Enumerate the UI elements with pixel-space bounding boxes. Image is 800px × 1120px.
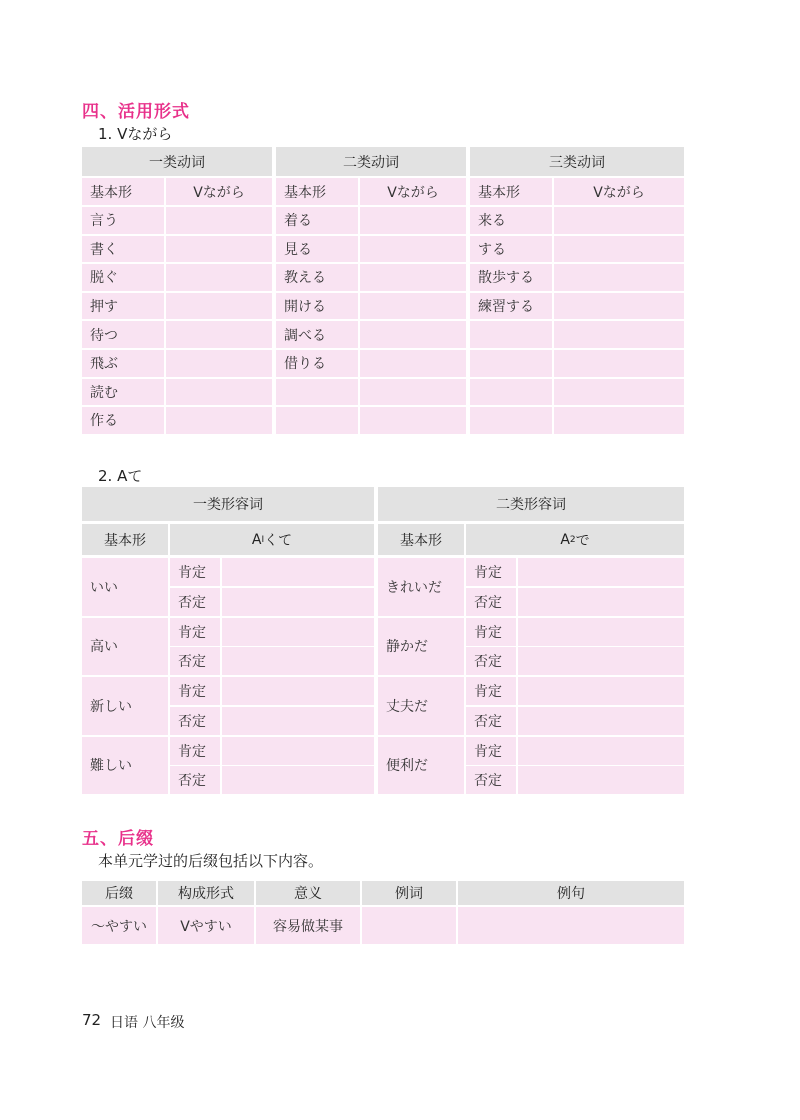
nagara-form-header: Vながら (166, 178, 272, 205)
answer-cell (360, 321, 466, 348)
affirm-label: 肯定 (466, 737, 516, 765)
verb-cell: 読む (82, 379, 164, 406)
nagara-form-header: Vながら (554, 178, 684, 205)
affirm-label: 肯定 (170, 677, 220, 705)
adjective-cell: 丈夫だ (378, 677, 464, 735)
negate-label: 否定 (466, 766, 516, 794)
answer-cell (554, 207, 684, 234)
answer-cell (360, 264, 466, 291)
table1-title: 1. Vながら (98, 125, 173, 143)
te-form-header: A I くて (170, 524, 374, 555)
table2-title: 2. Aて (98, 467, 143, 485)
affirm-label: 肯定 (466, 558, 516, 586)
verb-cell: 散歩する (470, 264, 552, 291)
negate-label: 否定 (170, 588, 220, 616)
verb-group-header: 三类动词 (470, 147, 684, 176)
page-number: 72 (82, 1011, 102, 1029)
answer-cell (554, 236, 684, 263)
base-form-header: 基本形 (82, 524, 168, 555)
suffix-header: 意义 (256, 881, 360, 905)
verb-cell: 待つ (82, 321, 164, 348)
base-form-header: 基本形 (378, 524, 464, 555)
affirm-label: 肯定 (170, 737, 220, 765)
answer-cell (518, 677, 684, 705)
answer-cell (518, 766, 684, 794)
verb-cell: する (470, 236, 552, 263)
answer-cell (360, 236, 466, 263)
answer-cell (166, 407, 272, 434)
negate-label: 否定 (170, 707, 220, 735)
adjective-cell: 便利だ (378, 737, 464, 795)
answer-cell (360, 407, 466, 434)
base-form-header: 基本形 (82, 178, 164, 205)
nagara-form-header: Vながら (360, 178, 466, 205)
suffix-cell: Vやすい (158, 907, 254, 944)
verb-cell: 押す (82, 293, 164, 320)
suffix-header: 例句 (458, 881, 684, 905)
suffix-cell (362, 907, 456, 944)
answer-cell (166, 264, 272, 291)
answer-cell (518, 737, 684, 765)
section5-intro: 本单元学过的后缀包括以下内容。 (98, 852, 324, 870)
negate-label: 否定 (170, 766, 220, 794)
adjective-cell: 静かだ (378, 618, 464, 676)
verb-cell: 調べる (276, 321, 358, 348)
affirm-label: 肯定 (466, 677, 516, 705)
adjective-cell: きれいだ (378, 558, 464, 616)
verb-cell (470, 350, 552, 377)
verb-cell: 来る (470, 207, 552, 234)
verb-group-header: 一类动词 (82, 147, 272, 176)
answer-cell (554, 293, 684, 320)
verb-cell: 書く (82, 236, 164, 263)
base-form-header: 基本形 (276, 178, 358, 205)
answer-cell (222, 588, 374, 616)
verb-cell: 飛ぶ (82, 350, 164, 377)
affirm-label: 肯定 (466, 618, 516, 646)
verb-cell: 教える (276, 264, 358, 291)
answer-cell (554, 407, 684, 434)
answer-cell (222, 558, 374, 586)
negate-label: 否定 (170, 647, 220, 675)
answer-cell (222, 618, 374, 646)
answer-cell (518, 558, 684, 586)
answer-cell (222, 647, 374, 675)
adjective-group-header: 二类形容词 (378, 487, 684, 521)
answer-cell (518, 707, 684, 735)
section5-title: 五、后缀 (82, 829, 154, 849)
answer-cell (166, 350, 272, 377)
answer-cell (166, 379, 272, 406)
suffix-header: 后缀 (82, 881, 156, 905)
negate-label: 否定 (466, 588, 516, 616)
adjective-group-header: 一类形容词 (82, 487, 374, 521)
affirm-label: 肯定 (170, 618, 220, 646)
te-form-header: A 2 で (466, 524, 684, 555)
answer-cell (166, 293, 272, 320)
answer-cell (360, 293, 466, 320)
base-form-header: 基本形 (470, 178, 552, 205)
verb-cell: 練習する (470, 293, 552, 320)
affirm-label: 肯定 (170, 558, 220, 586)
verb-cell (276, 407, 358, 434)
suffix-cell: ～やすい (82, 907, 156, 944)
adjective-cell: 難しい (82, 737, 168, 795)
answer-cell (166, 207, 272, 234)
verb-group-header: 二类动词 (276, 147, 466, 176)
answer-cell (554, 350, 684, 377)
verb-cell: 開ける (276, 293, 358, 320)
verb-cell (470, 407, 552, 434)
answer-cell (222, 737, 374, 765)
answer-cell (166, 321, 272, 348)
answer-cell (166, 236, 272, 263)
suffix-cell (458, 907, 684, 944)
answer-cell (518, 647, 684, 675)
suffix-header: 构成形式 (158, 881, 254, 905)
negate-label: 否定 (466, 707, 516, 735)
answer-cell (360, 379, 466, 406)
answer-cell (518, 588, 684, 616)
answer-cell (360, 350, 466, 377)
verb-cell (470, 321, 552, 348)
answer-cell (554, 379, 684, 406)
answer-cell (554, 264, 684, 291)
negate-label: 否定 (466, 647, 516, 675)
answer-cell (518, 618, 684, 646)
answer-cell (360, 207, 466, 234)
verb-cell: 言う (82, 207, 164, 234)
verb-cell: 作る (82, 407, 164, 434)
verb-cell: 脱ぐ (82, 264, 164, 291)
verb-cell: 借りる (276, 350, 358, 377)
verb-cell (276, 379, 358, 406)
suffix-cell: 容易做某事 (256, 907, 360, 944)
suffix-header: 例词 (362, 881, 456, 905)
adjective-cell: 高い (82, 618, 168, 676)
answer-cell (222, 707, 374, 735)
verb-cell: 見る (276, 236, 358, 263)
answer-cell (222, 677, 374, 705)
answer-cell (554, 321, 684, 348)
adjective-cell: 新しい (82, 677, 168, 735)
answer-cell (222, 766, 374, 794)
verb-cell (470, 379, 552, 406)
adjective-cell: いい (82, 558, 168, 616)
verb-cell: 着る (276, 207, 358, 234)
section4-title: 四、活用形式 (82, 102, 190, 122)
book-title: 日语 八年级 (110, 1015, 185, 1031)
